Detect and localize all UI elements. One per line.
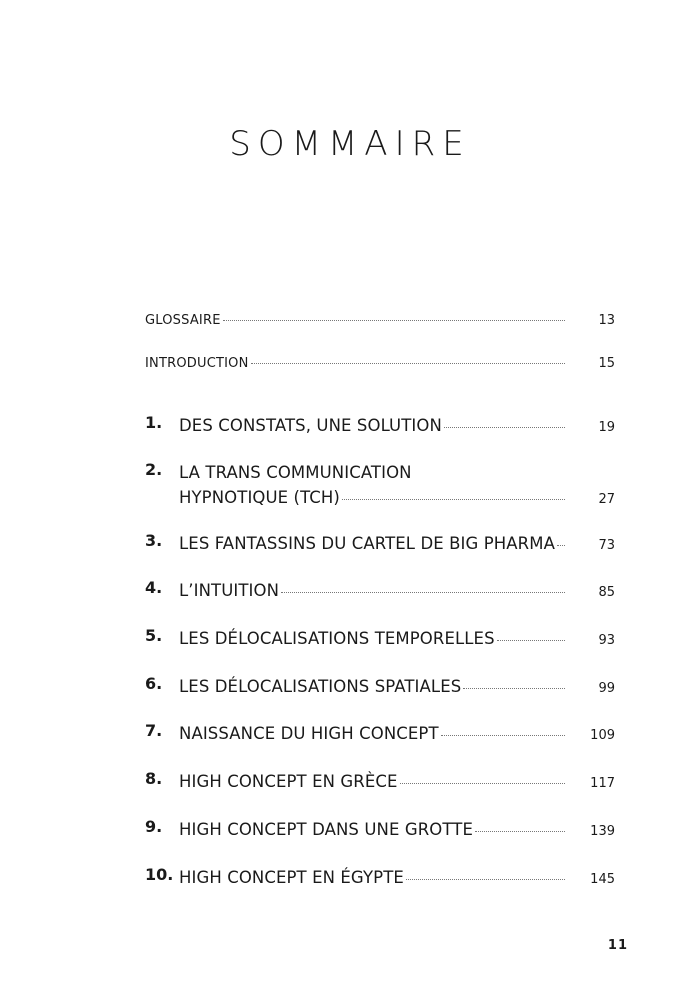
chapter-number: 1. bbox=[145, 413, 163, 432]
toc-entry-page: 15 bbox=[598, 356, 615, 371]
chapter-number: 8. bbox=[145, 769, 163, 788]
dot-leader bbox=[475, 831, 565, 832]
chapter-title: HIGH CONCEPT EN ÉGYPTE bbox=[179, 868, 404, 887]
chapter-page: 145 bbox=[590, 872, 615, 887]
chapter-title: LES DÉLOCALISATIONS TEMPORELLES bbox=[179, 629, 495, 648]
chapter-page: 19 bbox=[598, 420, 615, 435]
dot-leader bbox=[223, 320, 565, 321]
toc-chapter-8[interactable] bbox=[145, 769, 615, 796]
toc-chapter-2[interactable] bbox=[145, 460, 615, 512]
dot-leader bbox=[342, 499, 565, 500]
chapter-page: 99 bbox=[598, 681, 615, 696]
toc-chapter-1[interactable] bbox=[145, 413, 615, 440]
dot-leader bbox=[400, 783, 565, 784]
chapter-title: DES CONSTATS, UNE SOLUTION bbox=[179, 416, 442, 435]
dot-leader bbox=[444, 427, 565, 428]
chapter-title: L’INTUITION bbox=[179, 581, 280, 600]
chapter-title: NAISSANCE DU HIGH CONCEPT bbox=[179, 724, 439, 743]
chapter-number: 3. bbox=[145, 531, 163, 550]
toc-chapter-7[interactable] bbox=[145, 721, 615, 748]
chapter-title-line-1: LA TRANS COMMUNICATION bbox=[179, 463, 412, 482]
chapter-number: 9. bbox=[145, 817, 163, 836]
chapter-number: 10. bbox=[145, 865, 174, 884]
toc-entry-label: INTRODUCTION bbox=[145, 356, 249, 371]
chapter-number: 2. bbox=[145, 460, 163, 479]
chapter-page: 109 bbox=[590, 728, 615, 743]
dot-leader bbox=[463, 688, 565, 689]
chapter-title: HIGH CONCEPT EN GRÈCE bbox=[179, 772, 398, 791]
chapter-title: LES DÉLOCALISATIONS SPATIALES bbox=[179, 677, 462, 696]
chapter-number: 4. bbox=[145, 578, 163, 597]
chapter-page: 85 bbox=[598, 585, 615, 600]
toc-chapter-6[interactable] bbox=[145, 674, 615, 701]
chapter-page: 139 bbox=[590, 824, 615, 839]
chapter-title: HYPNOTIQUE (TCH) bbox=[179, 488, 340, 507]
page-title: SOMMAIRE bbox=[229, 124, 471, 164]
chapter-number: 6. bbox=[145, 674, 163, 693]
toc-chapter-5[interactable] bbox=[145, 626, 615, 653]
chapter-number: 7. bbox=[145, 721, 163, 740]
page-number: 11 bbox=[607, 938, 628, 953]
toc-entry-introduction[interactable] bbox=[145, 356, 615, 371]
chapter-number: 5. bbox=[145, 626, 163, 645]
toc-chapter-4[interactable] bbox=[145, 578, 615, 605]
dot-leader bbox=[406, 879, 565, 880]
dot-leader bbox=[557, 545, 565, 546]
dot-leader bbox=[281, 592, 565, 593]
chapter-page: 117 bbox=[590, 776, 615, 791]
chapter-page: 73 bbox=[598, 538, 615, 553]
toc-entry-page: 13 bbox=[598, 313, 615, 328]
chapter-page: 27 bbox=[598, 492, 615, 507]
chapter-page: 93 bbox=[598, 633, 615, 648]
toc-entry-glossaire[interactable] bbox=[145, 313, 615, 328]
chapter-title: LES FANTASSINS DU CARTEL DE BIG PHARMA bbox=[179, 534, 555, 553]
dot-leader bbox=[251, 363, 566, 364]
toc-chapter-9[interactable] bbox=[145, 817, 615, 844]
toc-chapter-3[interactable] bbox=[145, 531, 615, 558]
dot-leader bbox=[441, 735, 565, 736]
chapter-title: HIGH CONCEPT DANS UNE GROTTE bbox=[179, 820, 473, 839]
toc-chapter-10[interactable] bbox=[145, 865, 615, 892]
toc-entry-label: GLOSSAIRE bbox=[145, 313, 221, 328]
dot-leader bbox=[497, 640, 565, 641]
